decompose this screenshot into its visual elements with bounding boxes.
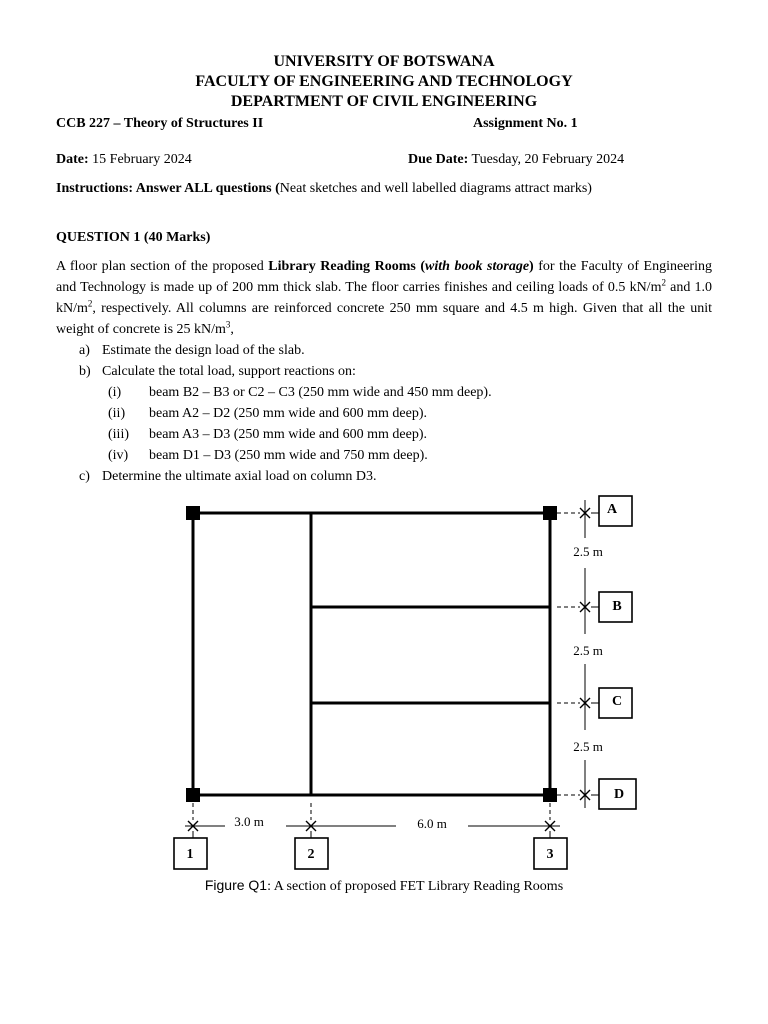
date-value: 15 February 2024: [92, 152, 192, 167]
due-date-value: Tuesday, 20 February 2024: [471, 152, 625, 167]
grid-col-label-3: 3: [546, 847, 554, 862]
question-title: QUESTION 1 (40 Marks): [56, 230, 211, 245]
faculty-title: FACULTY OF ENGINEERING AND TECHNOLOGY: [195, 73, 573, 90]
item-b-iii-text: beam A3 – D3 (250 mm wide and 600 mm deep).: [149, 427, 428, 442]
para-part-3: and 1.0 kN/m: [56, 280, 712, 316]
sup-2: 2: [87, 298, 93, 309]
item-c-text: Determine the ultimate axial load on column D3.: [102, 469, 377, 484]
sup-1: 2: [661, 277, 666, 288]
grid-col-label-1: 1: [186, 847, 194, 862]
para-bold-1: Library Reading Rooms (: [268, 259, 426, 274]
para-part-4: , respectively. All columns are reinforced concrete 250 mm square and 4.5 m high. Given that all the unit weight of concrete is 25 kN/m: [56, 301, 712, 337]
columns: [186, 506, 557, 802]
item-b-text: Calculate the total load, support reactions on:: [102, 364, 356, 379]
item-b-i-text: beam B2 – B3 or C2 – C3 (250 mm wide and 450 mm deep).: [149, 385, 492, 400]
para-bold-2: ): [529, 259, 534, 274]
grid-row-label-b: B: [612, 599, 622, 614]
column-d3: [543, 788, 557, 802]
spacing-23: 6.0 m: [417, 816, 447, 831]
column-label-boxes: [174, 838, 567, 869]
department-title: DEPARTMENT OF CIVIL ENGINEERING: [230, 93, 538, 110]
grid-row-label-a: A: [606, 502, 618, 517]
item-b-iii-label: (iii): [108, 427, 129, 442]
assignment-number: Assignment No. 1: [473, 116, 578, 131]
spacing-bc: 2.5 m: [573, 643, 603, 658]
para-bold-italic: with book storage: [425, 259, 530, 274]
beams: [193, 513, 550, 795]
item-c-label: c): [79, 469, 90, 484]
instructions-label: Instructions: Answer ALL questions (: [56, 181, 280, 196]
para-part-5: ,: [230, 322, 234, 337]
para-part-1: A floor plan section of the proposed: [56, 259, 269, 274]
column-d1: [186, 788, 200, 802]
grid-row-label-d: D: [613, 787, 625, 802]
instructions-text: Neat sketches and well labelled diagrams attract marks): [279, 181, 592, 196]
item-b-iv-text: beam D1 – D3 (250 mm wide and 750 mm deep).: [149, 448, 428, 463]
date-label: Date:: [56, 152, 89, 167]
spacing-cd: 2.5 m: [573, 739, 603, 754]
column-a1: [186, 506, 200, 520]
sup-3: 3: [225, 319, 231, 330]
spacing-ab: 2.5 m: [573, 544, 603, 559]
item-b-ii-label: (ii): [108, 406, 126, 421]
grid-col-label-2: 2: [307, 847, 315, 862]
item-a-text: Estimate the design load of the slab.: [102, 343, 305, 358]
item-b-iv-label: (iv): [108, 448, 129, 463]
figure-caption-label: Figure Q1: [204, 877, 268, 893]
spacing-12: 3.0 m: [234, 814, 264, 829]
para-part-2: for the Faculty of Engineering and Technology is made up of 200 mm thick slab. The floor carries finishes and ceiling loads of 0.5 kN/m: [56, 259, 712, 295]
grid-row-label-c: C: [611, 694, 623, 709]
due-date-label: Due Date:: [408, 152, 469, 167]
university-title: UNIVERSITY OF BOTSWANA: [273, 53, 495, 70]
column-a3: [543, 506, 557, 520]
course-title: CCB 227 – Theory of Structures II: [56, 116, 264, 131]
item-a-label: a): [79, 343, 90, 358]
item-b-i-label: (i): [108, 385, 122, 400]
item-b-label: b): [79, 364, 91, 379]
figure-caption-text: : A section of proposed FET Library Reading Rooms: [267, 879, 564, 894]
item-b-ii-text: beam A2 – D2 (250 mm wide and 600 mm deep).: [149, 406, 428, 421]
figure-caption: [0, 876, 768, 896]
row-label-boxes: [599, 496, 636, 809]
